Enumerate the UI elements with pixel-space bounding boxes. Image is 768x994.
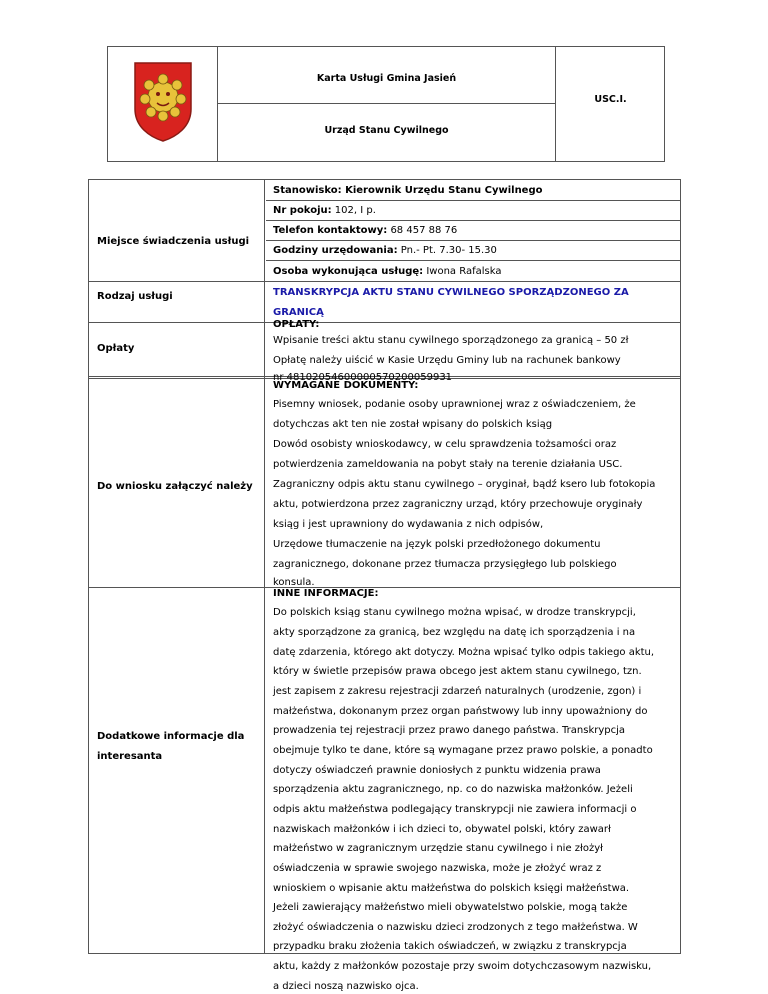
row-oplaty [89,319,680,383]
coat-of-arms-jasien-icon [132,59,194,143]
stanowisko-row [266,180,680,201]
inne-line: akty sporządzone za granicą, bez względu na datę ich sporządzenia i na [273,627,636,638]
osoba-label: Osoba wykonująca usługę: [273,266,424,277]
dokumenty-line: aktu, potwierdzona przez zagraniczny urząd, który przechowuje oryginały [273,499,643,510]
label-inne-line2: interesanta [97,751,163,762]
label-cell [89,282,265,322]
label-cell [89,180,265,281]
label-cell [89,323,265,378]
inne-line: Do polskich ksiąg stanu cywilnego można wpisać, w drodze transkrypcji, [273,607,636,618]
label-rodzaj: Rodzaj usługi [97,291,173,302]
label-inne-line1: Dodatkowe informacje dla [97,731,245,742]
header-subtitle-box [218,104,555,161]
service-details-table [88,179,681,992]
header-table [107,46,665,162]
row-miejsce [89,180,680,282]
inne-line: obejmuje tylko te dane, które są wymagane przez prawo polskie, a ponadto [273,745,653,756]
godziny-row [266,241,680,261]
inne-line: złożyć oświadczenia o nazwisku dzieci zrodzonych z tego małżeństwa. W [273,922,638,933]
telefon-label: Telefon kontaktowy: [273,225,388,236]
inne-line: prowadzenia tej rejestracji przez prawo danego państwa. Transkrypcja [273,725,626,736]
inne-line: aktu, każdy z małżonków pozostaje przy swoim dotychczasowym nazwisku, [273,961,652,972]
card-title: Karta Usługi Gmina Jasień [316,73,457,84]
header-title-box [218,47,555,104]
osoba-row [266,261,680,281]
dokumenty-line: ksiąg i jest uprawniony do wydawania z nich odpisów, [273,519,544,530]
oplaty-line: nr 48102054600000570200059931 [273,372,453,383]
inne-line: Jeżeli zawierający małżeństwo mieli obywatelstwo polskie, mogą także [273,902,628,913]
header-title-cell [218,47,555,161]
pokoj-value: 102, I p. [331,205,376,216]
inne-line: sporządzenia aktu zagranicznego, np. co do nazwiska małżonków. Jeżeli [273,784,633,795]
telefon [273,224,673,237]
inne-line: małżeństwo w zagranicznym urzędzie stanu cywilnego i nie złożył [273,843,603,854]
pokoj [273,204,673,217]
inne-line: odpis aktu małżeństwa podlegający transkrypcji nie zawiera informacji o [273,804,637,815]
godziny-value: Pn.- Pt. 7.30- 15.30 [397,245,497,256]
inne-line: jest zapisem z zakresu rejestracji zdarzeń naturalnych (urodzenie, zgon) i [273,686,642,697]
oplaty-line: Wpisanie treści aktu stanu cywilnego sporządzonego za granicą – 50 zł [273,335,629,346]
inne-line: dotyczy oświadczeń prawnie doniosłych z punktu widzenia prawa [273,765,601,776]
dokumenty-line: konsula. [273,577,315,588]
dokumenty-line: potwierdzenia zameldowania na pobyt stały na terenie działania USC. [273,459,623,470]
code-cell [555,47,665,161]
dokumenty-line: Urzędowe tłumaczenie na język polski przedłożonego dokumentu [273,539,601,550]
service-type-line2: GRANICĄ [273,307,324,318]
row-rodzaj [89,282,680,323]
label-oplaty: Opłaty [97,343,135,354]
dokumenty-line: Zagraniczny odpis aktu stanu cywilnego – oryginał, bądź ksero lub fotokopia [273,479,656,490]
inne-line: przypadku braku złożenia takich oświadczeń, w związku z transkrypcja [273,941,627,952]
dokumenty-line: Dowód osobisty wnioskodawcy, w celu sprawdzenia tożsamości oraz [273,439,617,450]
value-cell [266,319,680,383]
label-dokumenty: Do wniosku załączyć należy [97,481,253,492]
service-code: USC.I. [594,94,627,105]
dokumenty-line: dotychczas akt ten nie został wpisany do polskich ksiąg [273,419,553,430]
inne-heading: INNE INFORMACJE: [273,588,379,599]
value-cell [266,180,680,281]
oplaty-line: Opłatę należy uiścić w Kasie Urzędu Gminy lub na rachunek bankowy [273,355,621,366]
logo-cell [108,47,218,161]
dokumenty-line: Pisemny wniosek, podanie osoby uprawnionej wraz z oświadczeniem, że [273,399,636,410]
telefon-row [266,221,680,241]
value-cell [266,587,680,992]
label-cell [89,377,265,587]
stanowisko: Stanowisko: Kierownik Urzędu Stanu Cywilnego [273,185,543,196]
inne-line: datę zdarzenia, którego akt dotyczy. Można wpisać tylko odpis takiego aktu, [273,647,655,658]
oplaty-heading: OPŁATY: [273,319,320,330]
inne-line: wnioskiem o wpisanie aktu małżeństwa do polskich księgi małżeństwa. [273,883,630,894]
label-cell [89,587,265,953]
godziny [273,244,673,257]
row-dokumenty [89,376,680,588]
value-cell [266,282,680,322]
pokoj-row [266,201,680,221]
value-cell [266,377,680,587]
office-name: Urząd Stanu Cywilnego [324,125,449,136]
inne-line: nazwiskach małżonków i ich dzieci to, obywatel polski, który zawarł [273,824,611,835]
osoba-value: Iwona Rafalska [423,266,502,277]
dokumenty-line: zagranicznego, dokonane przez tłumacza przysięgłego lub polskiego [273,559,617,570]
osoba [273,265,673,278]
telefon-value: 68 457 88 76 [387,225,458,236]
inne-line: a dzieci noszą nazwisko ojca. [273,981,419,992]
service-type-line1: TRANSKRYPCJA AKTU STANU CYWILNEGO SPORZĄDZONEGO ZA [273,287,629,298]
godziny-label: Godziny urzędowania: [273,245,398,256]
label-miejsce: Miejsce świadczenia usługi [97,236,250,247]
row-inne [89,587,680,992]
inne-line: oświadczenia w sprawie swojego nazwiska, może je złożyć wraz z [273,863,602,874]
dokumenty-heading: WYMAGANE DOKUMENTY: [273,380,419,391]
inne-line: który w świetle przepisów prawa obcego jest aktem stanu cywilnego, tzn. [273,666,642,677]
pokoj-label: Nr pokoju: [273,205,332,216]
inne-line: małżeństwa, dokonanym przez organ państwowy lub inny upoważniony do [273,706,648,717]
